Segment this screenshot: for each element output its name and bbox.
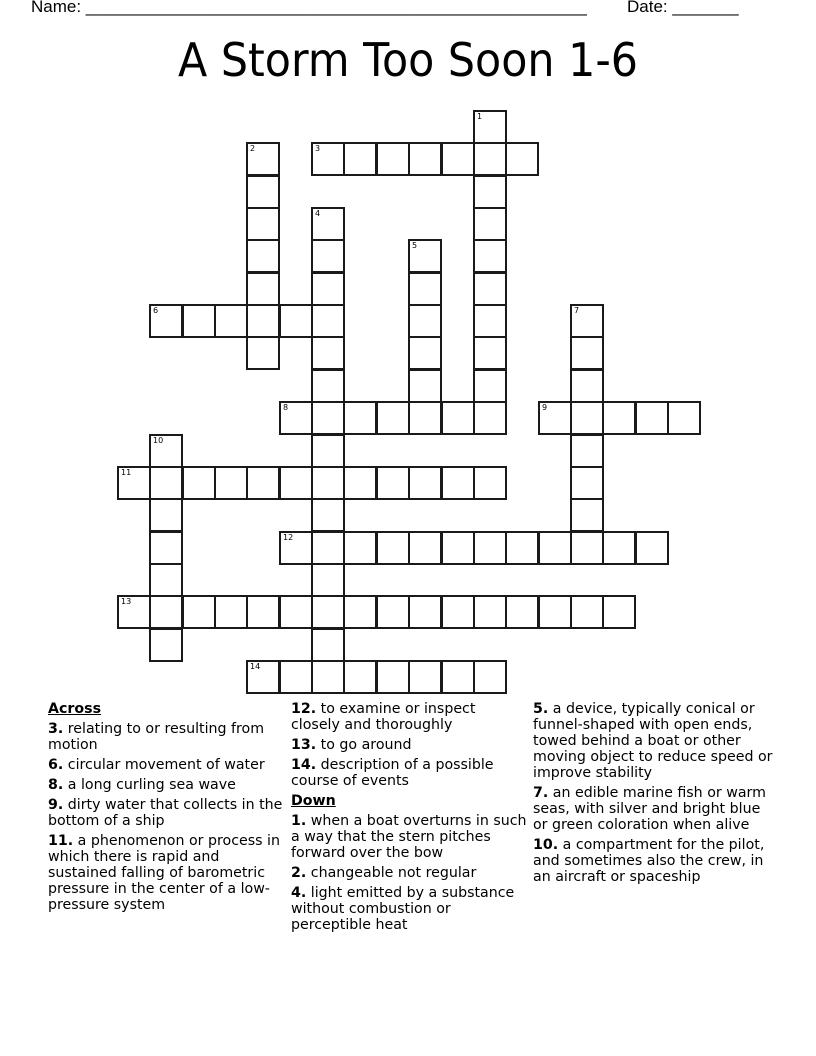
crossword-cell[interactable] [473,272,507,306]
crossword-cell[interactable] [408,142,442,176]
crossword-cell[interactable] [473,466,507,500]
name-field-label: Name: _____________________________________________________ [31,0,587,16]
clue-text: to examine or inspect closely and thoroughly [291,701,476,733]
cell-number: 12 [283,533,294,542]
crossword-cell[interactable] [149,531,183,565]
crossword-cell[interactable] [635,401,669,435]
clue-text: light emitted by a substance without combustion or perceptible heat [291,885,515,933]
crossword-cell[interactable] [667,401,701,435]
crossword-cell[interactable] [473,401,507,435]
clues-column-2 [291,701,527,937]
crossword-cell[interactable] [408,660,442,694]
crossword-cell[interactable] [505,595,539,629]
crossword-cell[interactable] [311,660,345,694]
crossword-cell[interactable] [408,272,442,306]
crossword-cell[interactable] [570,595,604,629]
crossword-cell[interactable] [311,142,345,176]
crossword-cell[interactable] [473,336,507,370]
crossword-cell[interactable] [246,336,280,370]
clue-text: a phenomenon or process in which there is rapid and sustained falling of barometric pressure in the center of a low-pressure system [48,833,280,913]
cell-number: 14 [250,662,261,671]
crossword-cell[interactable] [538,531,572,565]
crossword-cell[interactable] [473,207,507,241]
cell-number: 6 [153,306,159,315]
clue-down-10 [533,837,773,885]
crossword-cell[interactable] [311,401,345,435]
across-heading: Across [48,701,102,717]
crossword-cell[interactable] [635,531,669,565]
clue-text: a long curling sea wave [67,777,236,793]
crossword-cell[interactable] [473,175,507,209]
crossword-cell[interactable] [376,466,410,500]
clue-down-2 [291,865,527,881]
clue-across-9 [48,797,284,829]
clues-column-1 [48,701,284,917]
crossword-cell[interactable] [570,369,604,403]
crossword-cell[interactable] [182,466,216,500]
clue-number: 9. [48,797,64,813]
crossword-cell[interactable] [343,531,377,565]
clue-number: 1. [291,813,307,829]
clue-number: 4. [291,885,307,901]
cell-number: 1 [477,112,483,121]
crossword-cell[interactable] [311,531,345,565]
crossword-cell[interactable] [538,401,572,435]
crossword-cell[interactable] [343,142,377,176]
cell-number: 13 [121,597,132,606]
crossword-cell[interactable] [376,531,410,565]
crossword-cell[interactable] [570,304,604,338]
crossword-cell[interactable] [311,628,345,662]
crossword-cell[interactable] [246,272,280,306]
crossword-cell[interactable] [473,369,507,403]
crossword-cell[interactable] [343,660,377,694]
clue-across-8 [48,777,284,793]
crossword-cell[interactable] [343,401,377,435]
clue-number: 2. [291,865,307,881]
crossword-cell[interactable] [279,304,313,338]
clue-number: 3. [48,721,64,737]
cell-number: 8 [283,403,289,412]
clue-text: dirty water that collects in the bottom of a ship [48,797,283,829]
crossword-cell[interactable] [441,142,475,176]
crossword-cell[interactable] [311,563,345,597]
crossword-cell[interactable] [441,466,475,500]
clue-text: when a boat overturns in such a way that the stern pitches forward over the bow [291,813,527,861]
clue-text: a compartment for the pilot, and sometimes also the crew, in an aircraft or spaceship [533,837,765,885]
clue-text: a device, typically conical or funnel-shaped with open ends, towed behind a boat or other moving object to reduce speed or improve stability [533,701,773,781]
clue-number: 12. [291,701,317,717]
clue-across-12 [291,701,527,733]
crossword-cell[interactable] [376,595,410,629]
crossword-cell[interactable] [570,466,604,500]
crossword-cell[interactable] [473,110,507,144]
crossword-cell[interactable] [570,336,604,370]
crossword-cell[interactable] [214,304,248,338]
crossword-cell[interactable] [408,336,442,370]
clue-number: 6. [48,757,64,773]
clue-text: description of a possible course of events [291,757,494,789]
crossword-cell[interactable] [408,595,442,629]
crossword-cell[interactable] [602,401,636,435]
cell-number: 10 [153,436,164,445]
crossword-cell[interactable] [117,595,151,629]
crossword-cell[interactable] [408,401,442,435]
date-field-label: Date: _______ [627,0,739,16]
crossword-cell[interactable] [538,595,572,629]
down-heading: Down [291,793,336,809]
clue-across-13 [291,737,527,753]
crossword-cell[interactable] [441,660,475,694]
crossword-cell[interactable] [279,401,313,435]
clue-text: circular movement of water [67,757,265,773]
crossword-cell[interactable] [149,595,183,629]
clue-down-1 [291,813,527,861]
crossword-cell[interactable] [246,304,280,338]
crossword-cell[interactable] [214,595,248,629]
crossword-cell[interactable] [246,207,280,241]
crossword-cell[interactable] [279,595,313,629]
crossword-cell[interactable] [602,595,636,629]
clue-down-4 [291,885,527,933]
cell-number: 2 [250,144,256,153]
clue-number: 14. [291,757,317,773]
crossword-cell[interactable] [473,531,507,565]
clue-text: to go around [320,737,412,753]
crossword-cell[interactable] [343,595,377,629]
clues-column-3 [533,701,773,889]
crossword-cell[interactable] [505,142,539,176]
crossword-cell[interactable] [473,142,507,176]
crossword-cell[interactable] [149,434,183,468]
crossword-cell[interactable] [311,272,345,306]
crossword-cell[interactable] [473,239,507,273]
crossword-cell[interactable] [473,595,507,629]
crossword-cell[interactable] [343,466,377,500]
crossword-cell[interactable] [408,369,442,403]
crossword-cell[interactable] [149,628,183,662]
clue-text: an edible marine fish or warm seas, with silver and bright blue or green coloration when alive [533,785,766,833]
crossword-cell[interactable] [246,466,280,500]
clue-number: 8. [48,777,64,793]
clue-number: 7. [533,785,549,801]
crossword-cell[interactable] [441,531,475,565]
clue-number: 5. [533,701,549,717]
crossword-cell[interactable] [311,595,345,629]
crossword-cell[interactable] [246,660,280,694]
crossword-cell[interactable] [408,304,442,338]
crossword-cell[interactable] [441,595,475,629]
crossword-cell[interactable] [246,239,280,273]
cell-number: 7 [574,306,580,315]
crossword-cell[interactable] [570,401,604,435]
clue-number: 13. [291,737,317,753]
crossword-cell[interactable] [311,207,345,241]
crossword-cell[interactable] [311,239,345,273]
clue-across-3 [48,721,284,753]
crossword-cell[interactable] [570,434,604,468]
clue-text: relating to or resulting from motion [48,721,265,753]
crossword-cell[interactable] [473,304,507,338]
crossword-cell[interactable] [570,498,604,532]
clue-across-6 [48,757,284,773]
crossword-cell[interactable] [182,595,216,629]
cell-number: 5 [412,241,418,250]
clue-number: 10. [533,837,559,853]
crossword-cell[interactable] [602,531,636,565]
crossword-cell[interactable] [149,563,183,597]
crossword-cell[interactable] [376,401,410,435]
cell-number: 11 [121,468,132,477]
crossword-cell[interactable] [149,304,183,338]
crossword-cell[interactable] [311,304,345,338]
clue-text: changeable not regular [310,865,477,881]
crossword-cell[interactable] [376,142,410,176]
crossword-cell[interactable] [279,531,313,565]
crossword-cell[interactable] [149,498,183,532]
crossword-cell[interactable] [279,660,313,694]
crossword-cell[interactable] [149,466,183,500]
crossword-cell[interactable] [246,142,280,176]
cell-number: 4 [315,209,321,218]
crossword-cell[interactable] [279,466,313,500]
puzzle-title: A Storm Too Soon 1-6 [178,33,638,87]
crossword-cell[interactable] [441,401,475,435]
crossword-cell[interactable] [311,466,345,500]
cell-number: 3 [315,144,321,153]
clue-down-5 [533,701,773,781]
crossword-cell[interactable] [311,336,345,370]
crossword-cell[interactable] [505,531,539,565]
crossword-cell[interactable] [376,660,410,694]
clue-number: 11. [48,833,74,849]
crossword-cell[interactable] [246,175,280,209]
clue-across-11 [48,833,284,913]
crossword-cell[interactable] [408,239,442,273]
crossword-cell[interactable] [570,531,604,565]
crossword-cell[interactable] [246,595,280,629]
crossword-cell[interactable] [182,304,216,338]
crossword-cell[interactable] [311,498,345,532]
crossword-cell[interactable] [408,531,442,565]
clue-across-14 [291,757,527,789]
clue-down-7 [533,785,773,833]
crossword-cell[interactable] [473,660,507,694]
crossword-cell[interactable] [311,434,345,468]
cell-number: 9 [542,403,548,412]
crossword-cell[interactable] [311,369,345,403]
crossword-cell[interactable] [117,466,151,500]
crossword-cell[interactable] [214,466,248,500]
crossword-cell[interactable] [408,466,442,500]
